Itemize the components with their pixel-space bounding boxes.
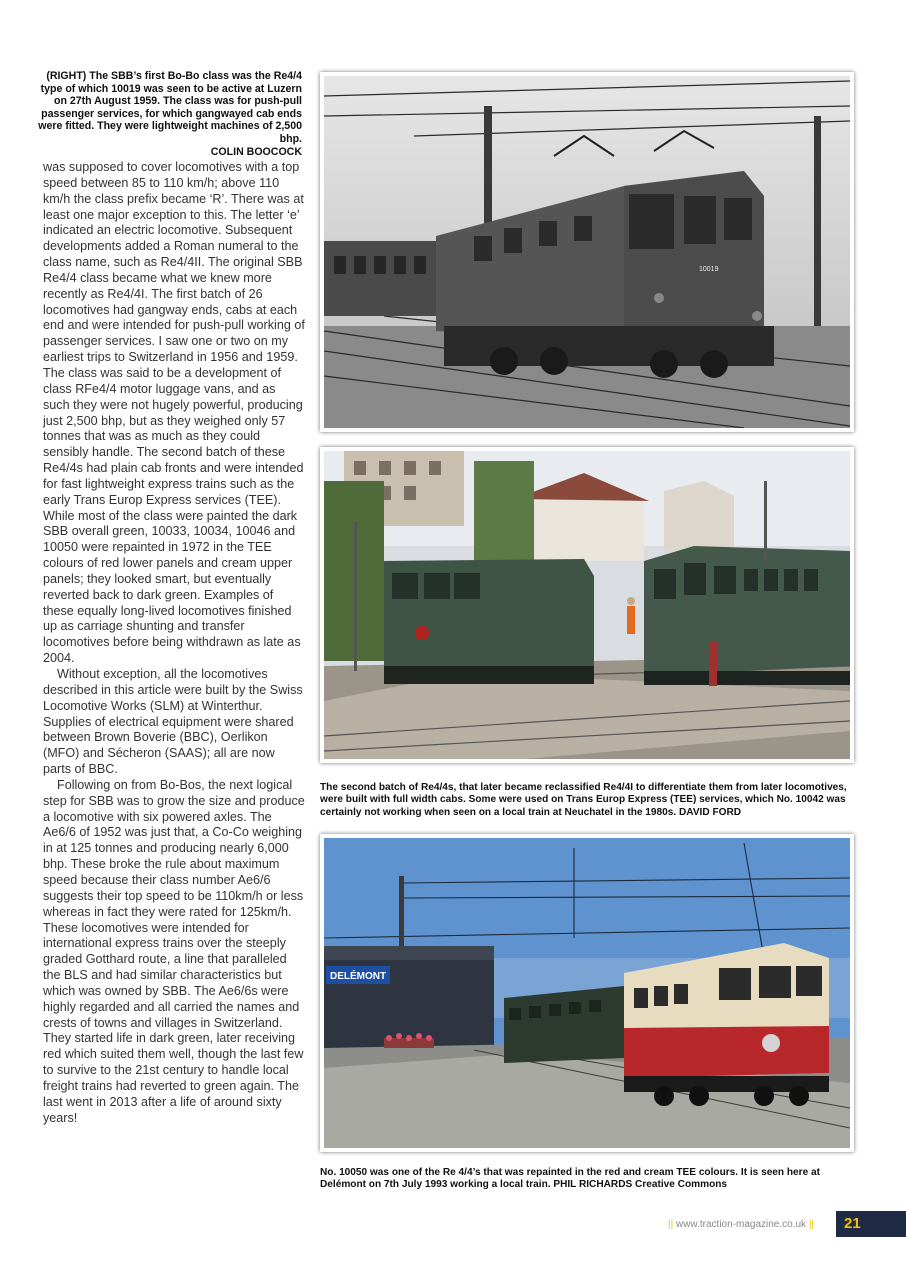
photo-1-caption-text: (RIGHT) The SBB’s first Bo-Bo class was the Re4/4 type of which 10019 was seen to be active at Luzern on 27th August 1959. The class was for push-pull passenger services, for which gangwayed cab ends were fitted. They were lightweight machines of 2,500 bhp. bbox=[38, 70, 302, 145]
photo-3-caption: No. 10050 was one of the Re 4/4’s that was repainted in the red and cream TEE colours. It is seen here at Delémont on 7th July 1993 working a local train. PHIL RICHARDS Creative Commons bbox=[320, 1167, 820, 1191]
footer-url-text: www.traction-magazine.co.uk bbox=[675, 1219, 807, 1230]
photo-1-image bbox=[324, 76, 850, 428]
footer-url bbox=[668, 1217, 828, 1233]
footer-bar-left: || bbox=[668, 1219, 674, 1230]
body-paragraph-3: Following on from Bo-Bos, the next logical step for SBB was to grow the size and produce a locomotive with six powered axles. The Ae6/6 of 1952 was just that, a Co-Co weighing in at 125 tonnes and producing nearly 6,000 bhp. These broke the rule about maximum speed because their class number Ae6/6 suggests their top speed to be 110km/h or less whereas in fact they were rated for 125km/h. These locomotives were intended for international express trains over the steeply graded Gotthard route, a line that paralleled the BLS and had similar characteristics but which was owned by SBB. The Ae6/6s were highly regarded and all carried the names and crests of towns and villages in Switzerland. They started life in dark green, later receiving red which suited them well, though the last few to survive to the 21st century to handle local freight trains had reverted to green again. The last went in 2013 after a life of around sixty years! bbox=[43, 777, 305, 1125]
photo-1-credit: COLIN BOOCOCK bbox=[210, 145, 302, 158]
photo-3-image bbox=[324, 838, 850, 1148]
body-paragraph-1: was supposed to cover locomotives with a top speed between 85 to 110 km/h; above 110 km/h the class prefix became ‘R’. There was at least one major exception to this. The letter ‘e’ indicated an electric locomotive. Subsequent developments added a Roman numeral to the class name, such as Re4/4II. The original SBB Re4/4 class became what we knew more recently as Re4/4I. The first batch of 26 locomotives had gangway ends, cabs at each end and were intended for push-pull working of passenger services. I saw one or two on my earliest trips to Switzerland in 1956 and 1959. The class was said to be a development of class RFe4/4 motor luggage vans, and as such they were not hugely powerful, producing just 2,500 bhp, but as they weighed only 57 tonnes that was as much as they could sensibly handle. The second batch of these Re4/4s had plain cab fronts and were intended for fast lightweight express trains such as the early Trans Europ Express services (TEE). While most of the class were painted the dark SBB overall green, 10033, 10034, 10046 and 10050 were repainted in 1972 in the TEE colours of red lower panels and cream upper panels; they looked smart, but eventually reverted back to dark green. Examples of these equally long-lived locomotives finished up as carriage shunting and transfer locomotives before being withdrawn as late as 2004. bbox=[43, 160, 305, 666]
photo-re44-10019 bbox=[320, 72, 854, 432]
footer-bar-right: || bbox=[808, 1219, 815, 1230]
photo-1-caption bbox=[36, 70, 302, 158]
body-paragraph-2: Without exception, all the locomotives described in this article were built by the Swiss Locomotive Works (SLM) at Winterthur. Supplies of electrical equipment were shared between Brown Boverie (BBC), Oerlikon (MFO) and Sécheron (SAAS); all are now parts of BBC. bbox=[43, 667, 303, 777]
photo-2-image bbox=[324, 451, 850, 759]
photo-re44-10050-delemont bbox=[320, 834, 854, 1152]
photo-2-caption: The second batch of Re4/4s, that later became reclassified Re4/4I to differentiate them from later locomotives, were built with full width cabs. Some were used on Trans Europ Express (TEE) services, which No. 10042 was certainly not working when seen on a local train at Neuchatel in the 1980s. DAVID FORD bbox=[320, 782, 847, 818]
station-sign-text: DELÉMONT bbox=[330, 971, 387, 982]
photo-1-loco-number: 10019 bbox=[699, 266, 719, 273]
page-number: 21 bbox=[836, 1211, 906, 1237]
photo-re44-neuchatel bbox=[320, 447, 854, 763]
article-body bbox=[43, 160, 305, 1126]
